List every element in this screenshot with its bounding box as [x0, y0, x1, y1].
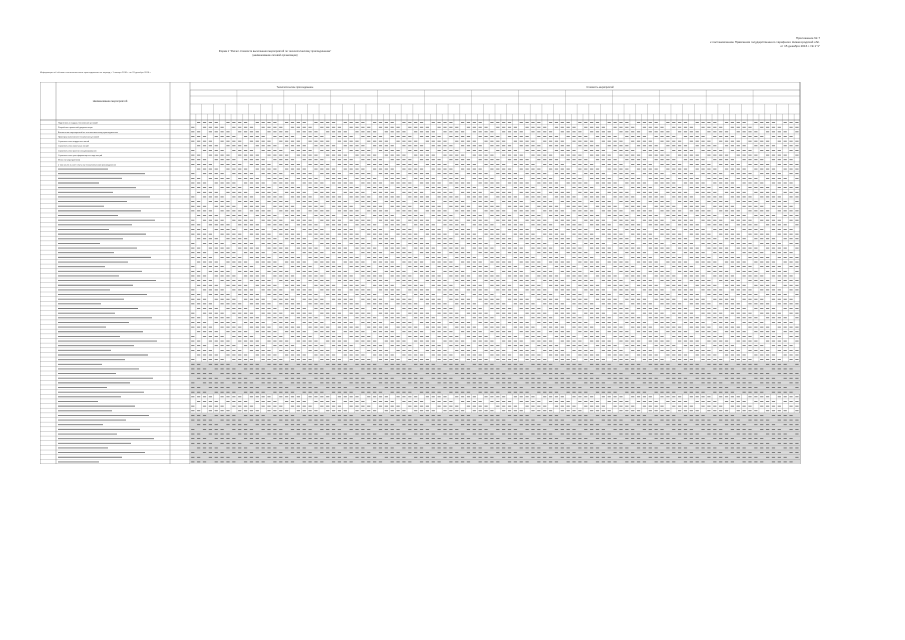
table-grid: [40, 82, 820, 464]
approval-date: от 15 декабря 2016 г. № 1"1": [780, 44, 820, 49]
row-label-8: Итого по мероприятиям: [58, 159, 81, 162]
cell-marks: [191, 123, 798, 462]
row-label-4: Строительство воздушных линий: [58, 141, 89, 144]
row-labels: [58, 121, 157, 461]
row-label-5: Строительство кабельных линий: [58, 145, 89, 148]
row-label-2: Выполнение мероприятий по технологическому присоединению: [58, 131, 118, 134]
row-label-0: Подготовка и выдача технических условий: [58, 122, 98, 125]
row-label-7: Строительство трансформаторных подстанций: [58, 155, 103, 158]
row-label-3: Проверка выполнения технических условий: [58, 136, 99, 139]
grid-lines: [40, 82, 800, 464]
row-label-9: в том числе за счет платы за технологическое присоединение: [58, 164, 116, 167]
form-title: Форма 1 "Расчет стоимости выполнения мероприятий по технологическому присоединению": [218, 50, 332, 53]
appendix-note: Приложение № 7: [795, 36, 820, 40]
row-label-1: Разработка проектной документации: [58, 127, 93, 130]
form-title-block: [190, 50, 360, 58]
approval-block: [710, 36, 820, 49]
intro-text: Информация об объеме технологического присоединения за период с 1 января 2016 г. по 31 декабря 2016 г.: [40, 72, 151, 74]
row-label-6: Строительство пунктов секционирования: [58, 150, 97, 153]
form-subtitle: (наименование сетевой организации): [252, 54, 298, 57]
approval-line: к постановлению Правления государственного тарифного Нижегородской обл.: [710, 40, 820, 45]
data-table: [40, 82, 820, 464]
